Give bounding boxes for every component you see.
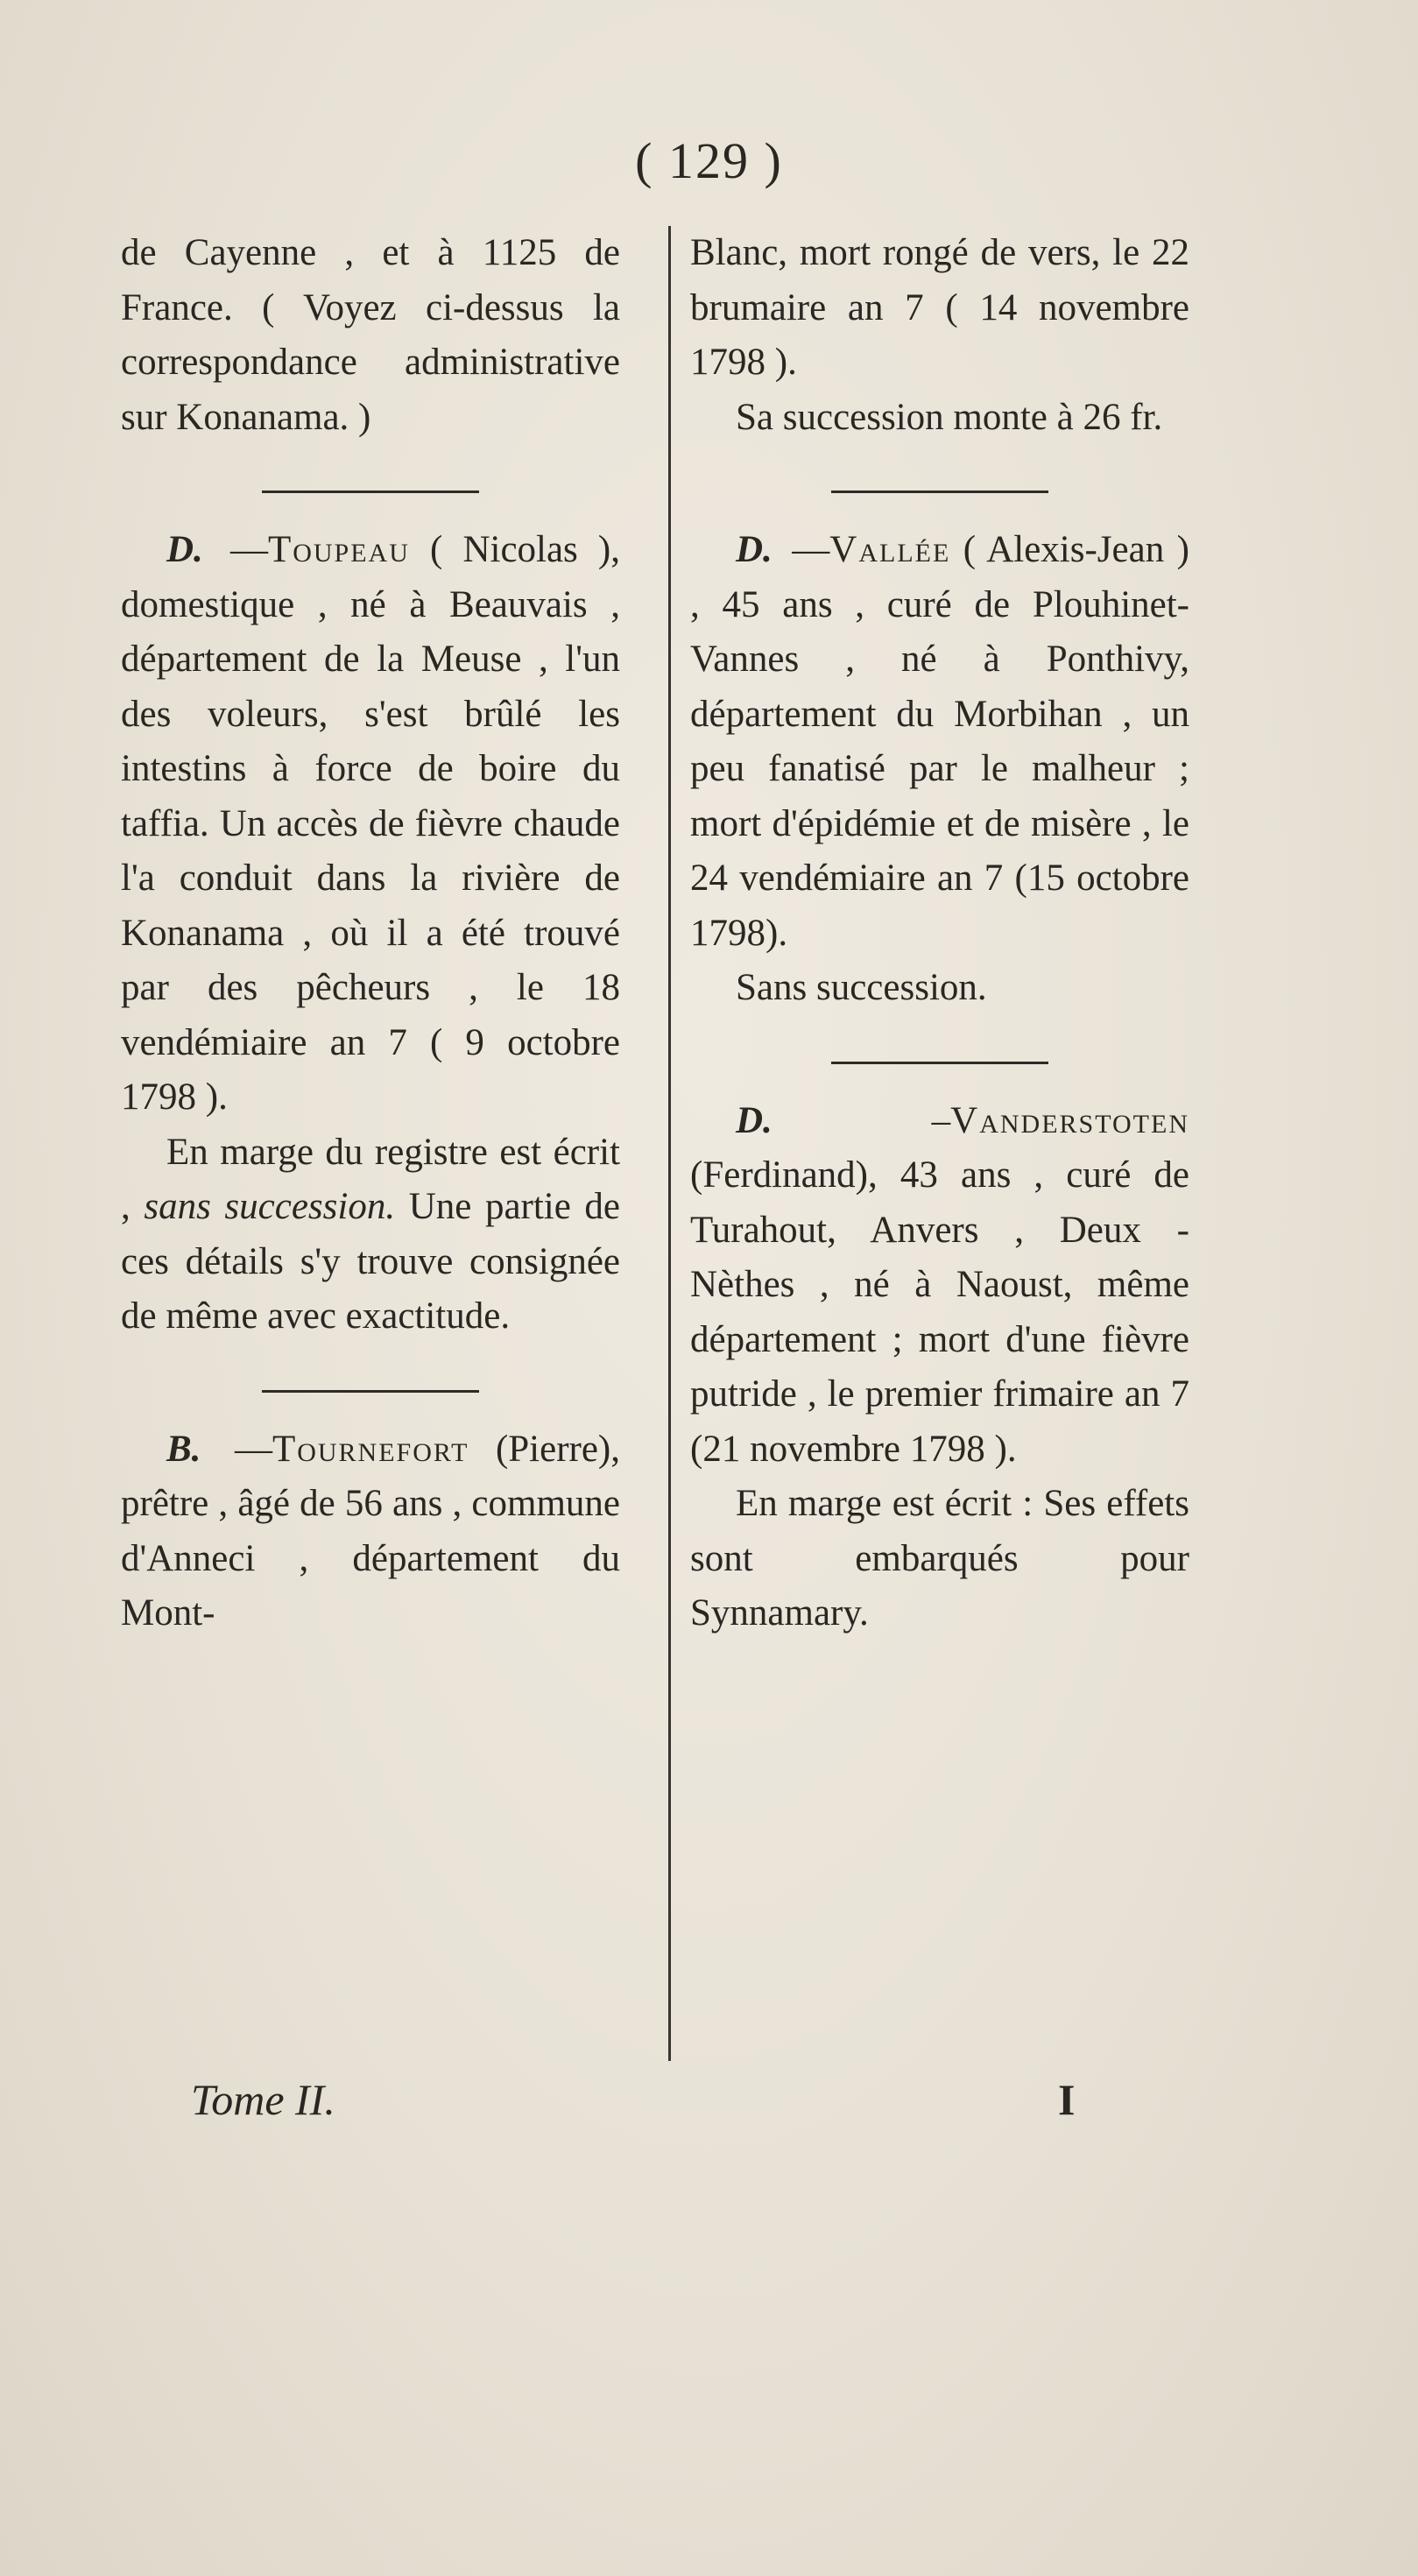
intro-paragraph: de Cayenne , et à 1125 de France. ( Voyez ci-dessus la correspondance administrative sur Konanama. ) — [121, 232, 620, 438]
succession-line: Sans succession. — [736, 967, 987, 1008]
continuation-paragraph: Blanc, mort rongé de vers, le 22 brumaire an 7 ( 14 novembre 1798 ). — [690, 232, 1189, 383]
entry-surname: Toupeau — [267, 529, 410, 570]
entry-surname: Vallée — [829, 529, 951, 570]
entry-letter: D. — [736, 1099, 772, 1141]
entry-letter: B. — [166, 1428, 201, 1470]
entry-vallee — [690, 523, 1189, 961]
entry-surname: Tournefort — [272, 1428, 469, 1470]
left-column — [121, 226, 620, 1641]
succession-line: Sa succession monte à 26 fr. — [736, 396, 1163, 438]
entry-note: En marge est écrit : Ses effets sont embarqués pour Synnamary. — [690, 1483, 1189, 1634]
signature-mark: I — [1058, 2075, 1076, 2124]
column-divider — [668, 226, 671, 2061]
section-rule — [262, 490, 479, 493]
section-rule — [262, 1390, 479, 1393]
entry-dash: — — [209, 529, 268, 570]
entry-letter: D. — [166, 529, 203, 570]
entry-letter: D. — [736, 529, 772, 570]
entry-text: ( Nicolas ), domestique , né à Beauvais , département de la Meuse , l'un des voleurs, s'est brûlé les intestins à force de boire du taffia. Un accès de fièvre chaude l'a conduit dans la rivière de Konanama , où il a été trouvé par des pêcheurs , le 18 vendémiaire an 7 ( 9 octobre 1798 ). — [121, 529, 620, 1118]
entry-text: (Ferdinand), 43 ans , curé de Turahout, Anvers , Deux - Nèthes , né à Naoust, même département ; mort d'une fièvre putride , le premier frimaire an 7 (21 novembre 1798 ). — [690, 1154, 1189, 1470]
entry-dash: — — [779, 529, 830, 570]
entry-toupeau — [121, 523, 620, 1126]
note-emphasis: sans succession. — [144, 1186, 396, 1227]
note-before: En marge du registre est écrit , — [121, 1131, 620, 1227]
entry-vanderstoten — [690, 1094, 1189, 1478]
entry-surname: Vanderstoten — [950, 1099, 1189, 1141]
volume-label: Tome II. — [191, 2075, 335, 2124]
entry-note — [121, 1126, 620, 1344]
entry-dash: — — [208, 1428, 272, 1470]
entry-dash: – — [779, 1099, 951, 1141]
section-rule — [831, 490, 1048, 493]
entry-text: ( Alexis-Jean ) , 45 ans , curé de Plouhinet-Vannes , né à Ponthivy, département du Morbihan , un peu fanatisé par le malheur ; mort d'épidémie et de misère , le 24 vendémiaire an 7 (15 octobre 1798). — [690, 529, 1190, 954]
note-after: Une partie de ces détails s'y trouve consignée de même avec exactitude. — [121, 1186, 621, 1337]
entry-tournefort — [121, 1422, 620, 1641]
right-column — [690, 226, 1189, 1641]
section-rule — [831, 1062, 1048, 1064]
page-number: ( 129 ) — [635, 132, 783, 189]
entry-text: (Pierre), prêtre , âgé de 56 ans , commune d'Anneci , département du Mont- — [121, 1428, 621, 1634]
